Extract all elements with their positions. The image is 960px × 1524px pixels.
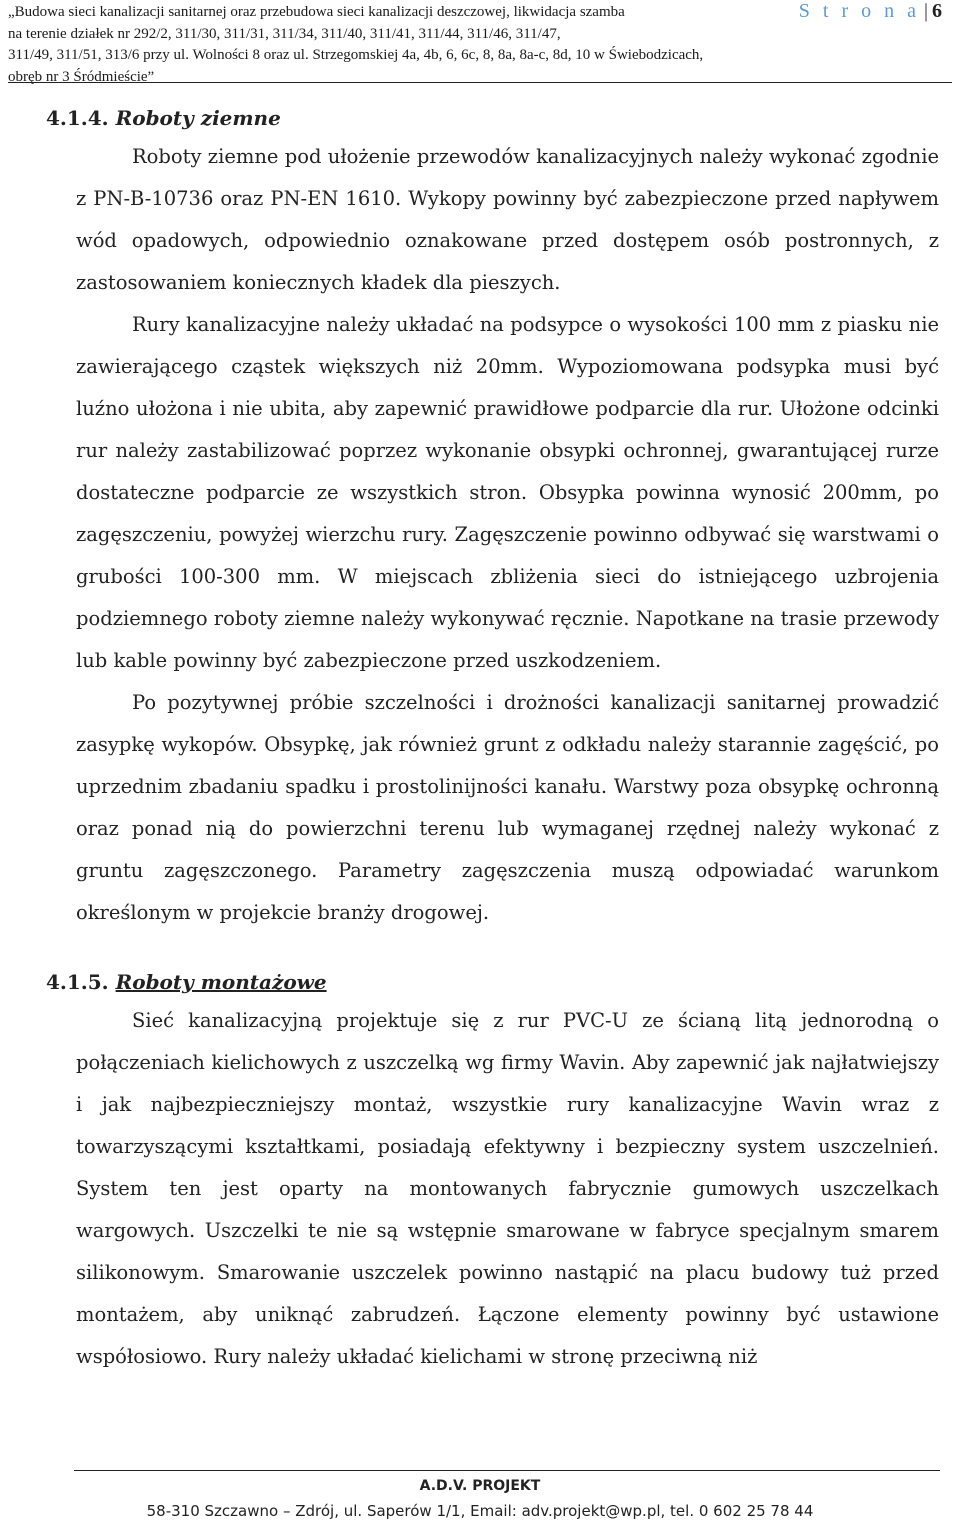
page-header	[8, 0, 952, 84]
page-body	[46, 100, 939, 1378]
footer-address: 58-310 Szczawno – Zdrój, ul. Saperów 1/1, Email: adv.projekt@wp.pl, tel. 0 602 25 78 44	[146, 1502, 814, 1520]
paragraph: Po pozytywnej próbie szczelności i drożności kanalizacji sanitarnej prowadzić zasypkę wykopów. Obsypkę, jak również grunt z odkładu należy starannie zagęścić, po uprzednim zbadaniu spadku i prostolinijności kanału. Warstwy poza obsypkę ochronną oraz ponad nią do powierzchni terenu lub wymaganej rzędnej należy wykonać z gruntu zagęszczonego. Parametry zagęszczenia muszą odpowiadać warunkom określonym w projekcie branży drogowej.	[76, 691, 939, 924]
document-title-line: obręb nr 3 Śródmieście”	[8, 68, 155, 85]
section-heading	[46, 100, 939, 136]
section-title: Roboty montażowe	[115, 970, 327, 994]
document-title-line: 311/49, 311/51, 313/6 przy ul. Wolności 8 oraz ul. Strzegomskiej 4a, 4b, 6, 6c, 8, 8a, 8a-c, 8d, 10 w Świebodzicach,	[8, 47, 704, 63]
paragraph: Roboty ziemne pod ułożenie przewodów kanalizacyjnych należy wykonać zgodnie z PN-B-10736 oraz PN-EN 1610. Wykopy powinny być zabezpieczone przed napływem wód opadowych, odpowiednio oznakowane przed dostępem osób postronnych, z zastosowaniem koniecznych kładek dla pieszych.	[76, 145, 939, 294]
footer-divider	[74, 1470, 940, 1471]
section-number: 4.1.5.	[46, 970, 109, 994]
paragraph: Rury kanalizacyjne należy układać na podsypce o wysokości 100 mm z piasku nie zawierającego cząstek większych niż 20mm. Wypoziomowana podsypka musi być luźno ułożona i nie ubita, aby zapewnić prawidłowe podparcie dla rur. Ułożone odcinki rur należy zastabilizować poprzez wykonanie obsypki ochronnej, gwarantującej rurze dostateczne podparcie ze wszystkich stron. Obsypka powinna wynosić 200mm, po zagęszczeniu, powyżej wierzchu rury. Zagęszczenie powinno odbywać się warstwami o grubości 100-300 mm. W miejscach zbliżenia sieci do istniejącego uzbrojenia podziemnego roboty ziemne należy wykonywać ręcznie. Napotkane na trasie przewody lub kable powinny być zabezpieczone przed uszkodzeniem.	[76, 313, 939, 672]
page-number-indicator	[799, 0, 942, 23]
document-title-line: „Budowa sieci kanalizacji sanitarnej oraz przebudowa sieci kanalizacji deszczowej, likwidacja szamba	[8, 4, 625, 20]
page-separator: |	[923, 0, 928, 22]
page-label: S t r o n a	[798, 0, 920, 22]
section-title: Roboty ziemne	[115, 106, 281, 130]
document-title	[8, 2, 843, 88]
paragraph: Sieć kanalizacyjną projektuje się z rur PVC-U ze ścianą litą jednorodną o połączeniach kielichowych z uszczelką wg firmy Wavin. Aby zapewnić jak najłatwiejszy i jak najbezpieczniejszy montaż, wszystkie rury kanalizacyjne Wavin wraz z towarzyszącymi kształtkami, posiadają efektywny i bezpieczny system uszczelnień. System ten jest oparty na montowanych fabrycznie gumowych uszczelkach wargowych. Uszczelki te nie są wstępnie smarowane w fabryce specjalnym smarem silikonowym. Smarowanie uszczelek powinno nastąpić na placu budowy tuż przed montażem, aby uniknąć zabrudzeń. Łączone elementy powinny być ustawione współosiowo. Rury należy układać kielichami w stronę przeciwną niż	[76, 1009, 939, 1368]
footer-company: A.D.V. PROJEKT	[419, 1478, 541, 1494]
header-divider	[8, 82, 952, 83]
document-title-line: na terenie działek nr 292/2, 311/30, 311/31, 311/34, 311/40, 311/41, 311/44, 311/46, 311/47,	[8, 25, 561, 42]
section-number: 4.1.4.	[46, 106, 109, 130]
page-number: 6	[932, 0, 942, 22]
section-heading	[46, 964, 939, 1000]
